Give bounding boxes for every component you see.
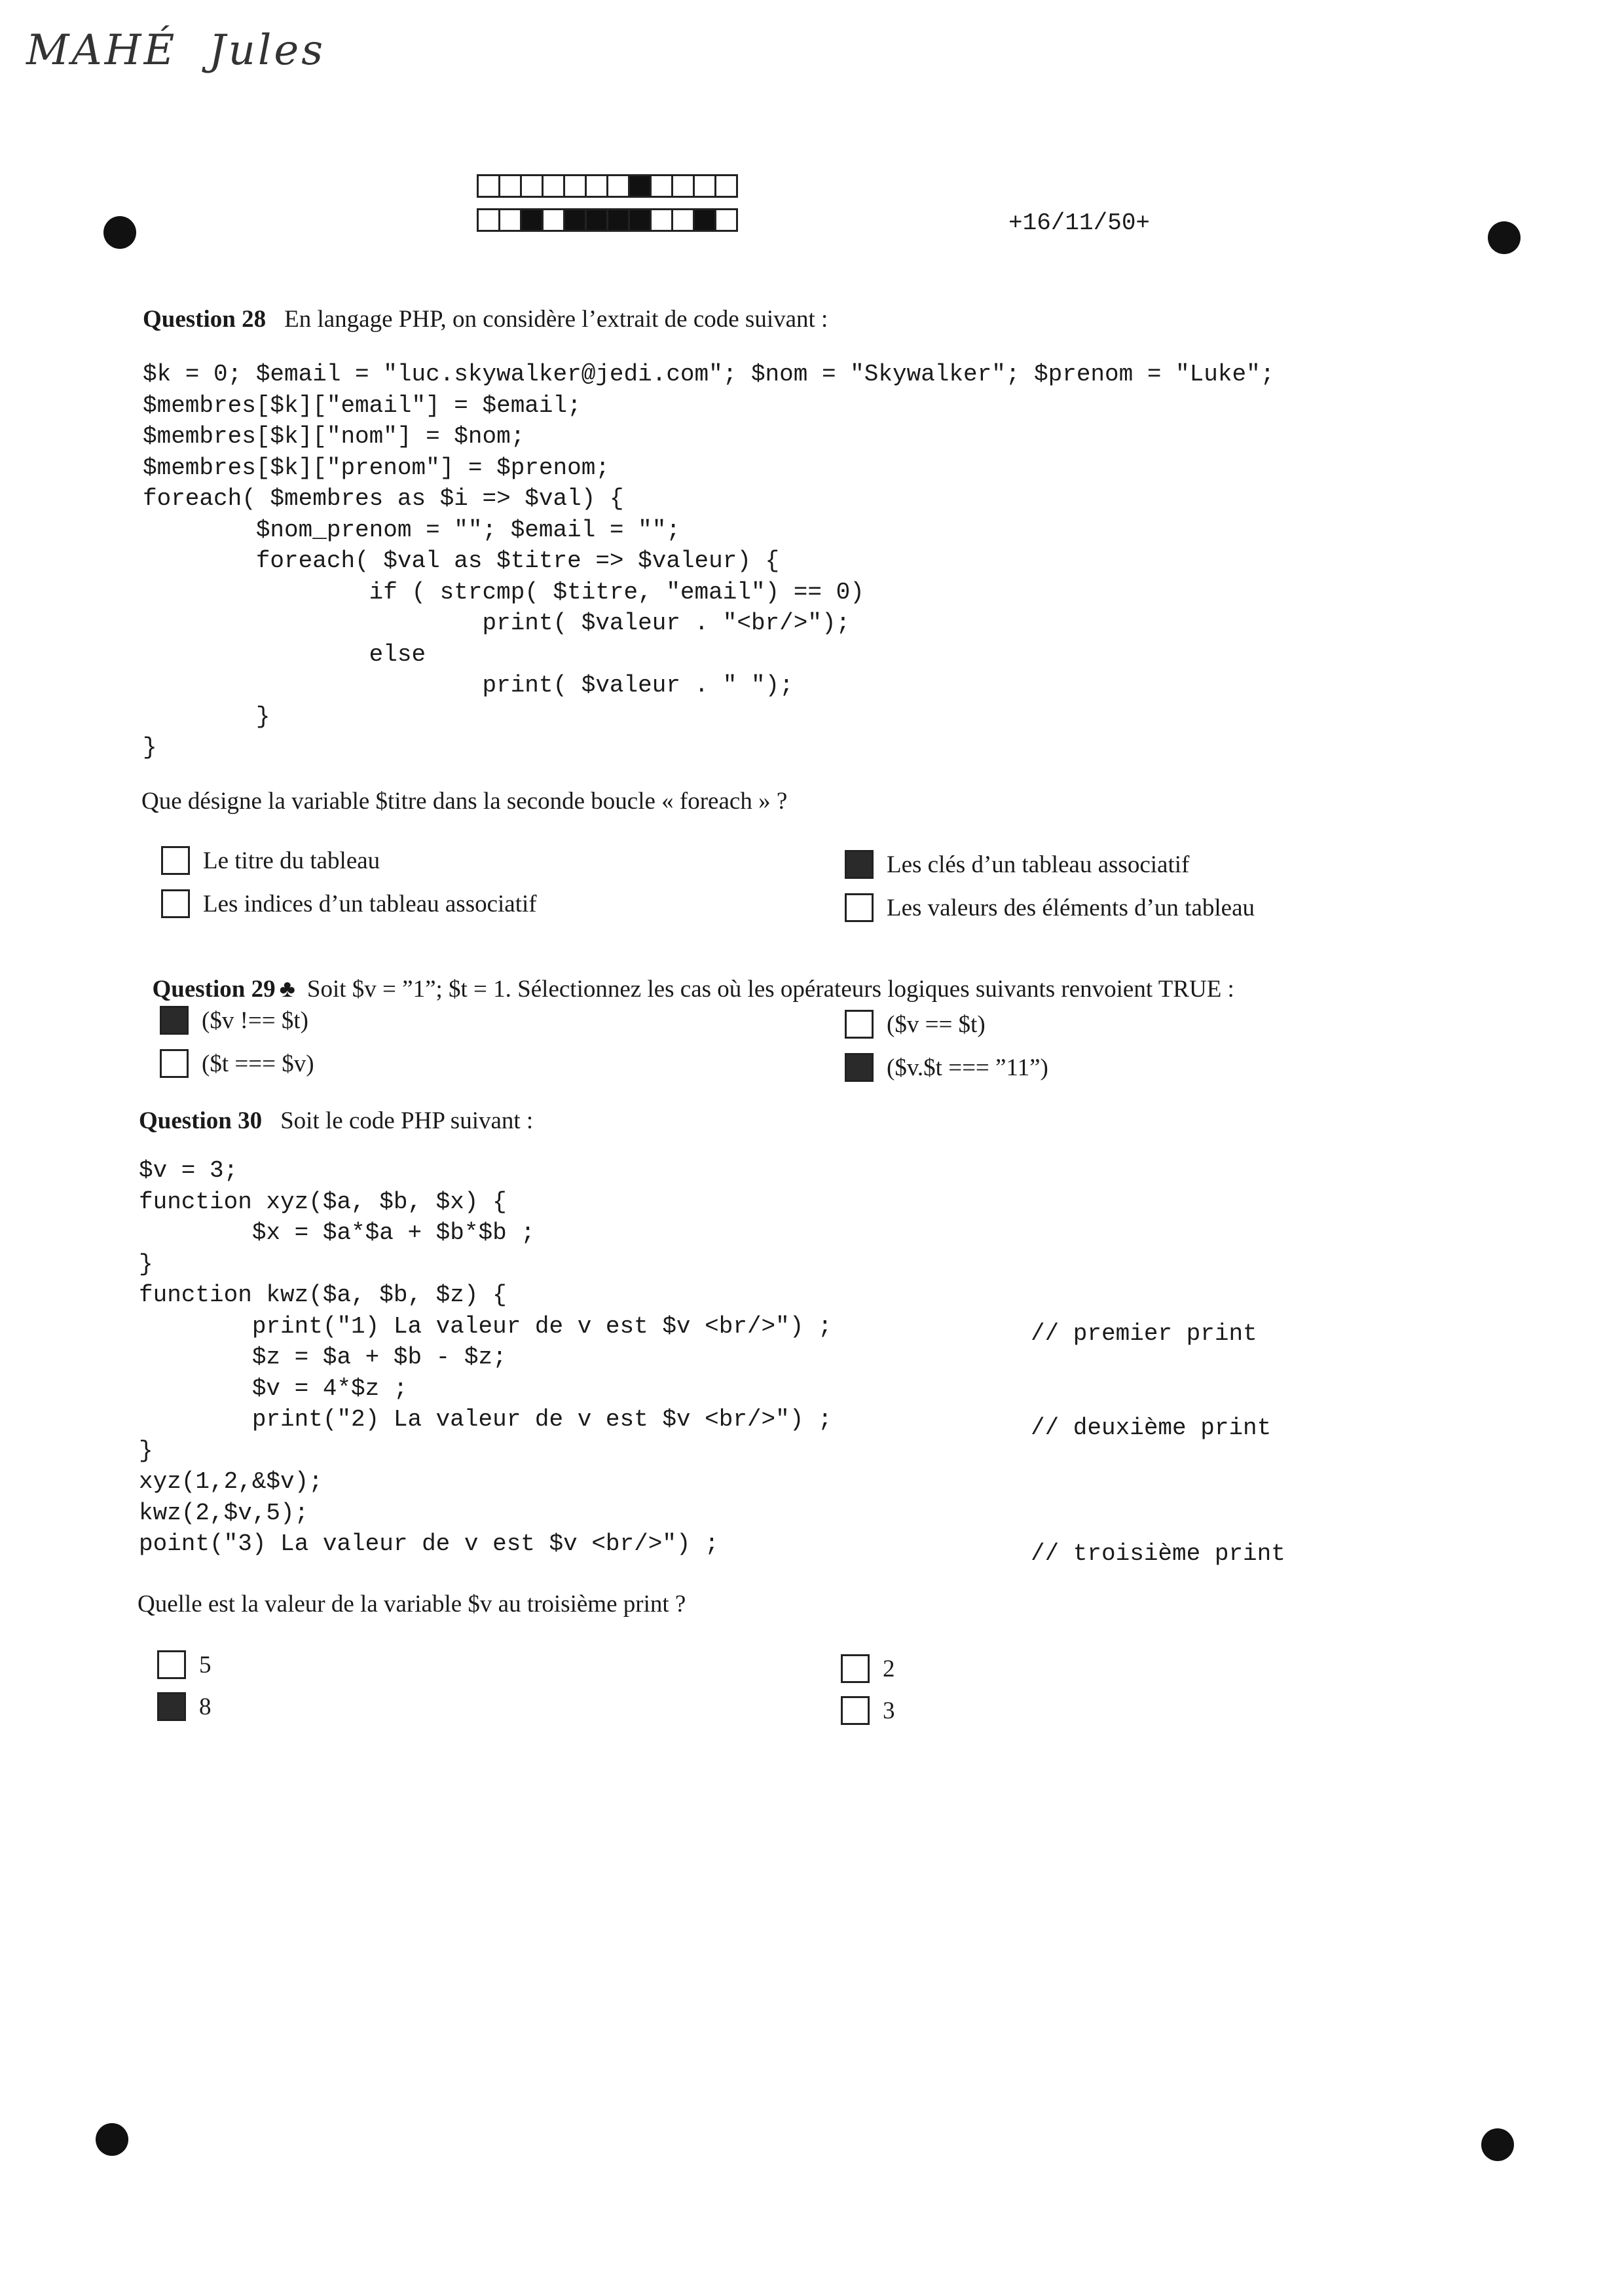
question-28-code: $k = 0; $email = "luc.skywalker@jedi.com"; $nom = "Skywalker"; $prenom = "Luke"; $membres[$k]["email"] = $email; $membres[$k]["nom"] = $nom; $membres[$k]["prenom"] = $prenom; foreach( $membres as $i => $val) { $nom_prenom = ""; $email = ""; foreach( $val as $titre => $valeur) { if ( strcmp( $titre, "email") == 0) print( $valeur . "<br/>"); else print( $valeur . " "); } }: [143, 361, 1275, 761]
barcode-cell: [498, 208, 522, 232]
answer-checkbox[interactable]: [161, 846, 190, 875]
sheet-barcode: [477, 174, 736, 232]
barcode-cell-filled: [585, 208, 608, 232]
answer-checkbox[interactable]: [845, 893, 874, 922]
registration-dot-top-right: [1488, 221, 1521, 254]
registration-dot-top-left: [103, 216, 136, 249]
answer-checkbox-checked[interactable]: [160, 1006, 189, 1035]
answer-checkbox[interactable]: [845, 1010, 874, 1039]
answer-option[interactable]: [845, 850, 1189, 879]
question-prompt: Soit le code PHP suivant :: [280, 1107, 534, 1134]
barcode-cell: [542, 208, 565, 232]
answer-option[interactable]: [161, 846, 380, 875]
barcode-cell: [498, 174, 522, 198]
answer-option[interactable]: [160, 1049, 314, 1078]
question-30-title: [139, 1107, 533, 1135]
question-30-code: $v = 3; function xyz($a, $b, $x) { $x = $a*$a + $b*$b ; } function kwz($a, $b, $z) { print("1) La valeur de v est $v <br/>") ; $z = $a + $b - $z; $v = 4*$z ; print("2) La valeur de v est $v <br/>") ; } xyz(1,2,&$v); kwz(2,$v,5); point("3) La valeur de v est $v <br/>") ;: [139, 1157, 832, 1557]
answer-checkbox[interactable]: [161, 889, 190, 918]
barcode-cell-filled: [520, 208, 544, 232]
barcode-cell: [606, 174, 630, 198]
barcode-cell: [671, 174, 695, 198]
barcode-cell-filled: [628, 174, 652, 198]
barcode-row: [477, 208, 736, 232]
answer-checkbox[interactable]: [157, 1650, 186, 1679]
registration-dot-bottom-left: [96, 2123, 128, 2156]
answer-checkbox-checked[interactable]: [157, 1692, 186, 1721]
answer-option[interactable]: [157, 1650, 212, 1679]
question-label: Question 30: [139, 1107, 263, 1134]
answer-option[interactable]: [841, 1696, 895, 1725]
sheet-code: +16/11/50+: [1008, 210, 1151, 236]
answer-checkbox-checked[interactable]: [845, 850, 874, 879]
barcode-cell: [477, 174, 500, 198]
barcode-cell-filled: [693, 208, 716, 232]
answer-option[interactable]: [845, 893, 1255, 922]
answer-option[interactable]: [160, 1006, 308, 1035]
answer-option[interactable]: [157, 1692, 212, 1721]
question-28-title: [143, 305, 828, 333]
answer-label: ($v !== $t): [202, 1007, 308, 1034]
code-comment: // troisième print: [1031, 1540, 1285, 1567]
answer-label: 5: [199, 1651, 212, 1678]
answer-label: ($t === $v): [202, 1050, 314, 1077]
answer-label: Le titre du tableau: [203, 847, 380, 874]
answer-checkbox[interactable]: [841, 1654, 870, 1683]
answer-label: ($v.$t === ”11”): [887, 1054, 1048, 1081]
question-29-title: [140, 947, 1234, 1003]
club-icon: ♣: [279, 976, 295, 1003]
question-label: Question 29: [152, 976, 276, 1003]
answer-label: Les valeurs des éléments d’un tableau: [887, 894, 1255, 921]
barcode-row: [477, 174, 736, 198]
barcode-cell-filled: [606, 208, 630, 232]
code-comment: // premier print: [1031, 1320, 1257, 1347]
barcode-cell-filled: [563, 208, 587, 232]
barcode-cell: [714, 208, 738, 232]
barcode-cell: [650, 174, 673, 198]
question-prompt: Soit $v = ”1”; $t = 1. Sélectionnez les cas où les opérateurs logiques suivants renvoient TRUE :: [306, 976, 1234, 1003]
question-30-question: Quelle est la valeur de la variable $v au troisième print ?: [138, 1591, 686, 1618]
barcode-cell: [650, 208, 673, 232]
answer-label: Les clés d’un tableau associatif: [887, 851, 1190, 878]
answer-label: ($v == $t): [887, 1010, 986, 1038]
answer-checkbox[interactable]: [841, 1696, 870, 1725]
code-comment: // deuxième print: [1031, 1415, 1272, 1441]
barcode-cell: [714, 174, 738, 198]
answer-label: Les indices d’un tableau associatif: [203, 890, 537, 917]
answer-checkbox[interactable]: [160, 1049, 189, 1078]
barcode-cell: [520, 174, 544, 198]
barcode-cell: [671, 208, 695, 232]
answer-checkbox-checked[interactable]: [845, 1053, 874, 1082]
answer-label: 8: [199, 1693, 212, 1720]
answer-option[interactable]: [845, 1053, 1048, 1082]
barcode-cell: [585, 174, 608, 198]
barcode-cell: [563, 174, 587, 198]
barcode-cell-filled: [628, 208, 652, 232]
answer-option[interactable]: [845, 1010, 986, 1039]
barcode-cell: [693, 174, 716, 198]
answer-option[interactable]: [161, 889, 537, 918]
answer-label: 3: [883, 1697, 895, 1724]
registration-dot-bottom-right: [1481, 2128, 1514, 2161]
handwritten-name: MAHÉ Jules: [26, 26, 326, 75]
answer-option[interactable]: [841, 1654, 895, 1683]
question-28-question: Que désigne la variable $titre dans la seconde boucle « foreach » ?: [141, 788, 788, 815]
question-label: Question 28: [143, 306, 267, 333]
barcode-cell: [542, 174, 565, 198]
question-prompt: En langage PHP, on considère l’extrait de code suivant :: [284, 306, 828, 333]
answer-label: 2: [883, 1655, 895, 1682]
barcode-cell: [477, 208, 500, 232]
